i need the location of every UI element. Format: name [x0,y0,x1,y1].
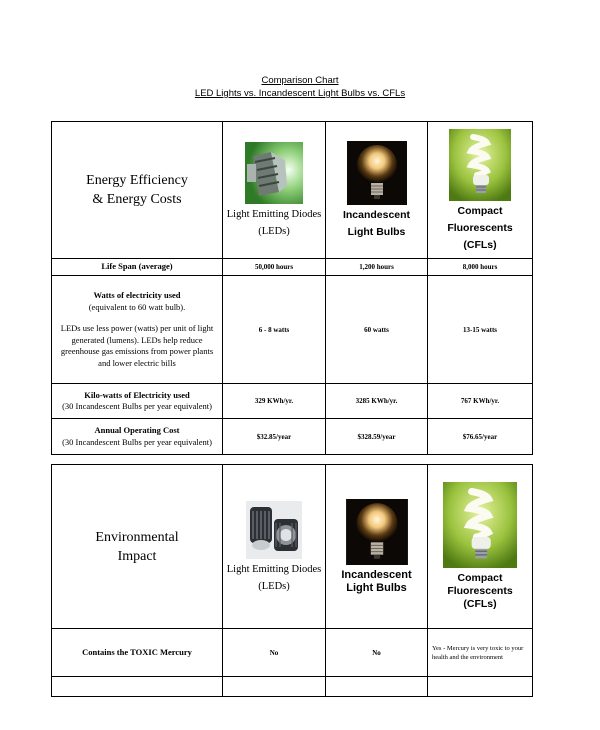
energy-col-inc-line2: Light Bulbs [347,226,406,238]
led-spotlight-image [246,501,302,559]
energy-col-led-line2: (LEDs) [258,226,290,237]
watts-label-line1: Watts of electricity used [93,290,181,300]
life-span-label: Life Span (average) [52,259,223,276]
energy-heading-line2: & Energy Costs [92,192,182,207]
next-row-cell-4 [428,677,533,697]
kilowatts-label [52,384,223,419]
environment-header-row [52,465,533,629]
kilowatts-cfl: 767 KWh/yr. [428,384,533,419]
energy-col-led-line1: Light Emitting Diodes [226,209,322,220]
mercury-cfl-line1: Yes - Mercury is very toxic to your [432,644,524,652]
mercury-cfl-line2: health and the environment [432,653,503,661]
cfl-bulb-image-2 [442,482,518,568]
energy-col-inc [326,122,428,259]
environment-col-cfl [428,465,533,629]
watts-cfl: 13-15 watts [428,276,533,384]
environment-col-inc [326,465,428,629]
life-span-inc: 1,200 hours [326,259,428,276]
environment-heading [52,465,223,629]
environment-col-led-line2: (LEDs) [258,580,290,592]
incandescent-bulb-image-2 [346,499,408,565]
operating-cost-inc: $328.59/year [326,419,428,455]
next-row-cell-2 [223,677,326,697]
operating-cost-led: $32.85/year [223,419,326,455]
mercury-led: No [223,629,326,677]
kilowatts-inc: 3285 KWh/yr. [326,384,428,419]
row-next-partial [52,677,533,697]
row-operating-cost [52,419,533,455]
row-life-span [52,259,533,276]
row-mercury [52,629,533,677]
mercury-label: Contains the TOXIC Mercury [52,629,223,677]
watts-note-line2: generated (lumens). LEDs help reduce [71,334,203,345]
watts-label-line2: (equivalent to 60 watt bulb). [88,301,186,312]
environment-col-cfl-line2: Fluorescents [447,585,513,597]
energy-col-cfl-line1: Compact [457,204,503,217]
watts-led: 6 - 8 watts [223,276,326,384]
energy-heading-line1: Energy Efficiency [86,173,188,188]
energy-col-cfl-line2: Fluorescents [447,221,513,234]
environment-col-led-line1: Light Emitting Diodes [226,563,322,575]
energy-col-cfl [428,122,533,259]
operating-cost-label [52,419,223,455]
kilowatts-label-line1: Kilo-watts of Electricity used [84,389,190,400]
doc-title: Comparison Chart [261,75,339,86]
energy-table [51,121,533,455]
doc-subtitle: LED Lights vs. Incandescent Light Bulbs vs. CFLs [194,88,406,99]
watts-label [52,276,223,384]
energy-col-led [223,122,326,259]
energy-heading [52,122,223,259]
watts-note-line1: LEDs use less power (watts) per unit of light [60,323,214,333]
life-span-cfl: 8,000 hours [428,259,533,276]
watts-note-line3: greenhouse gas emissions from power plants [60,346,214,356]
kilowatts-label-line2: (30 Incandescent Bulbs per year equivalent) [62,401,212,411]
led-bulb-image [245,142,303,204]
row-kilowatts [52,384,533,419]
environment-col-cfl-line3: (CFLs) [463,598,497,610]
environment-col-cfl-line1: Compact [457,572,503,584]
kilowatts-led: 329 KWh/yr. [223,384,326,419]
energy-col-inc-line1: Incandescent [342,209,411,221]
next-row-cell-3 [326,677,428,697]
environment-col-led [223,465,326,629]
environment-heading-line1: Environmental [95,529,179,545]
environment-col-inc-line1: Incandescent [341,568,412,581]
mercury-cfl [428,629,533,677]
row-watts [52,276,533,384]
operating-cost-label-line1: Annual Operating Cost [94,425,180,435]
life-span-led: 50,000 hours [223,259,326,276]
operating-cost-label-line2: (30 Incandescent Bulbs per year equivalent) [62,436,212,447]
energy-col-cfl-line3: (CFLs) [463,238,497,251]
watts-inc: 60 watts [326,276,428,384]
cfl-bulb-image [449,129,511,201]
energy-header-row [52,122,533,259]
incandescent-bulb-image [347,141,407,205]
environment-col-inc-line2: Light Bulbs [346,581,407,594]
operating-cost-cfl: $76.65/year [428,419,533,455]
watts-note-line4: and lower electric bills [98,357,176,368]
environment-table [51,464,533,697]
next-row-cell-1 [52,677,223,697]
environment-heading-line2: Impact [117,548,157,564]
mercury-inc: No [326,629,428,677]
